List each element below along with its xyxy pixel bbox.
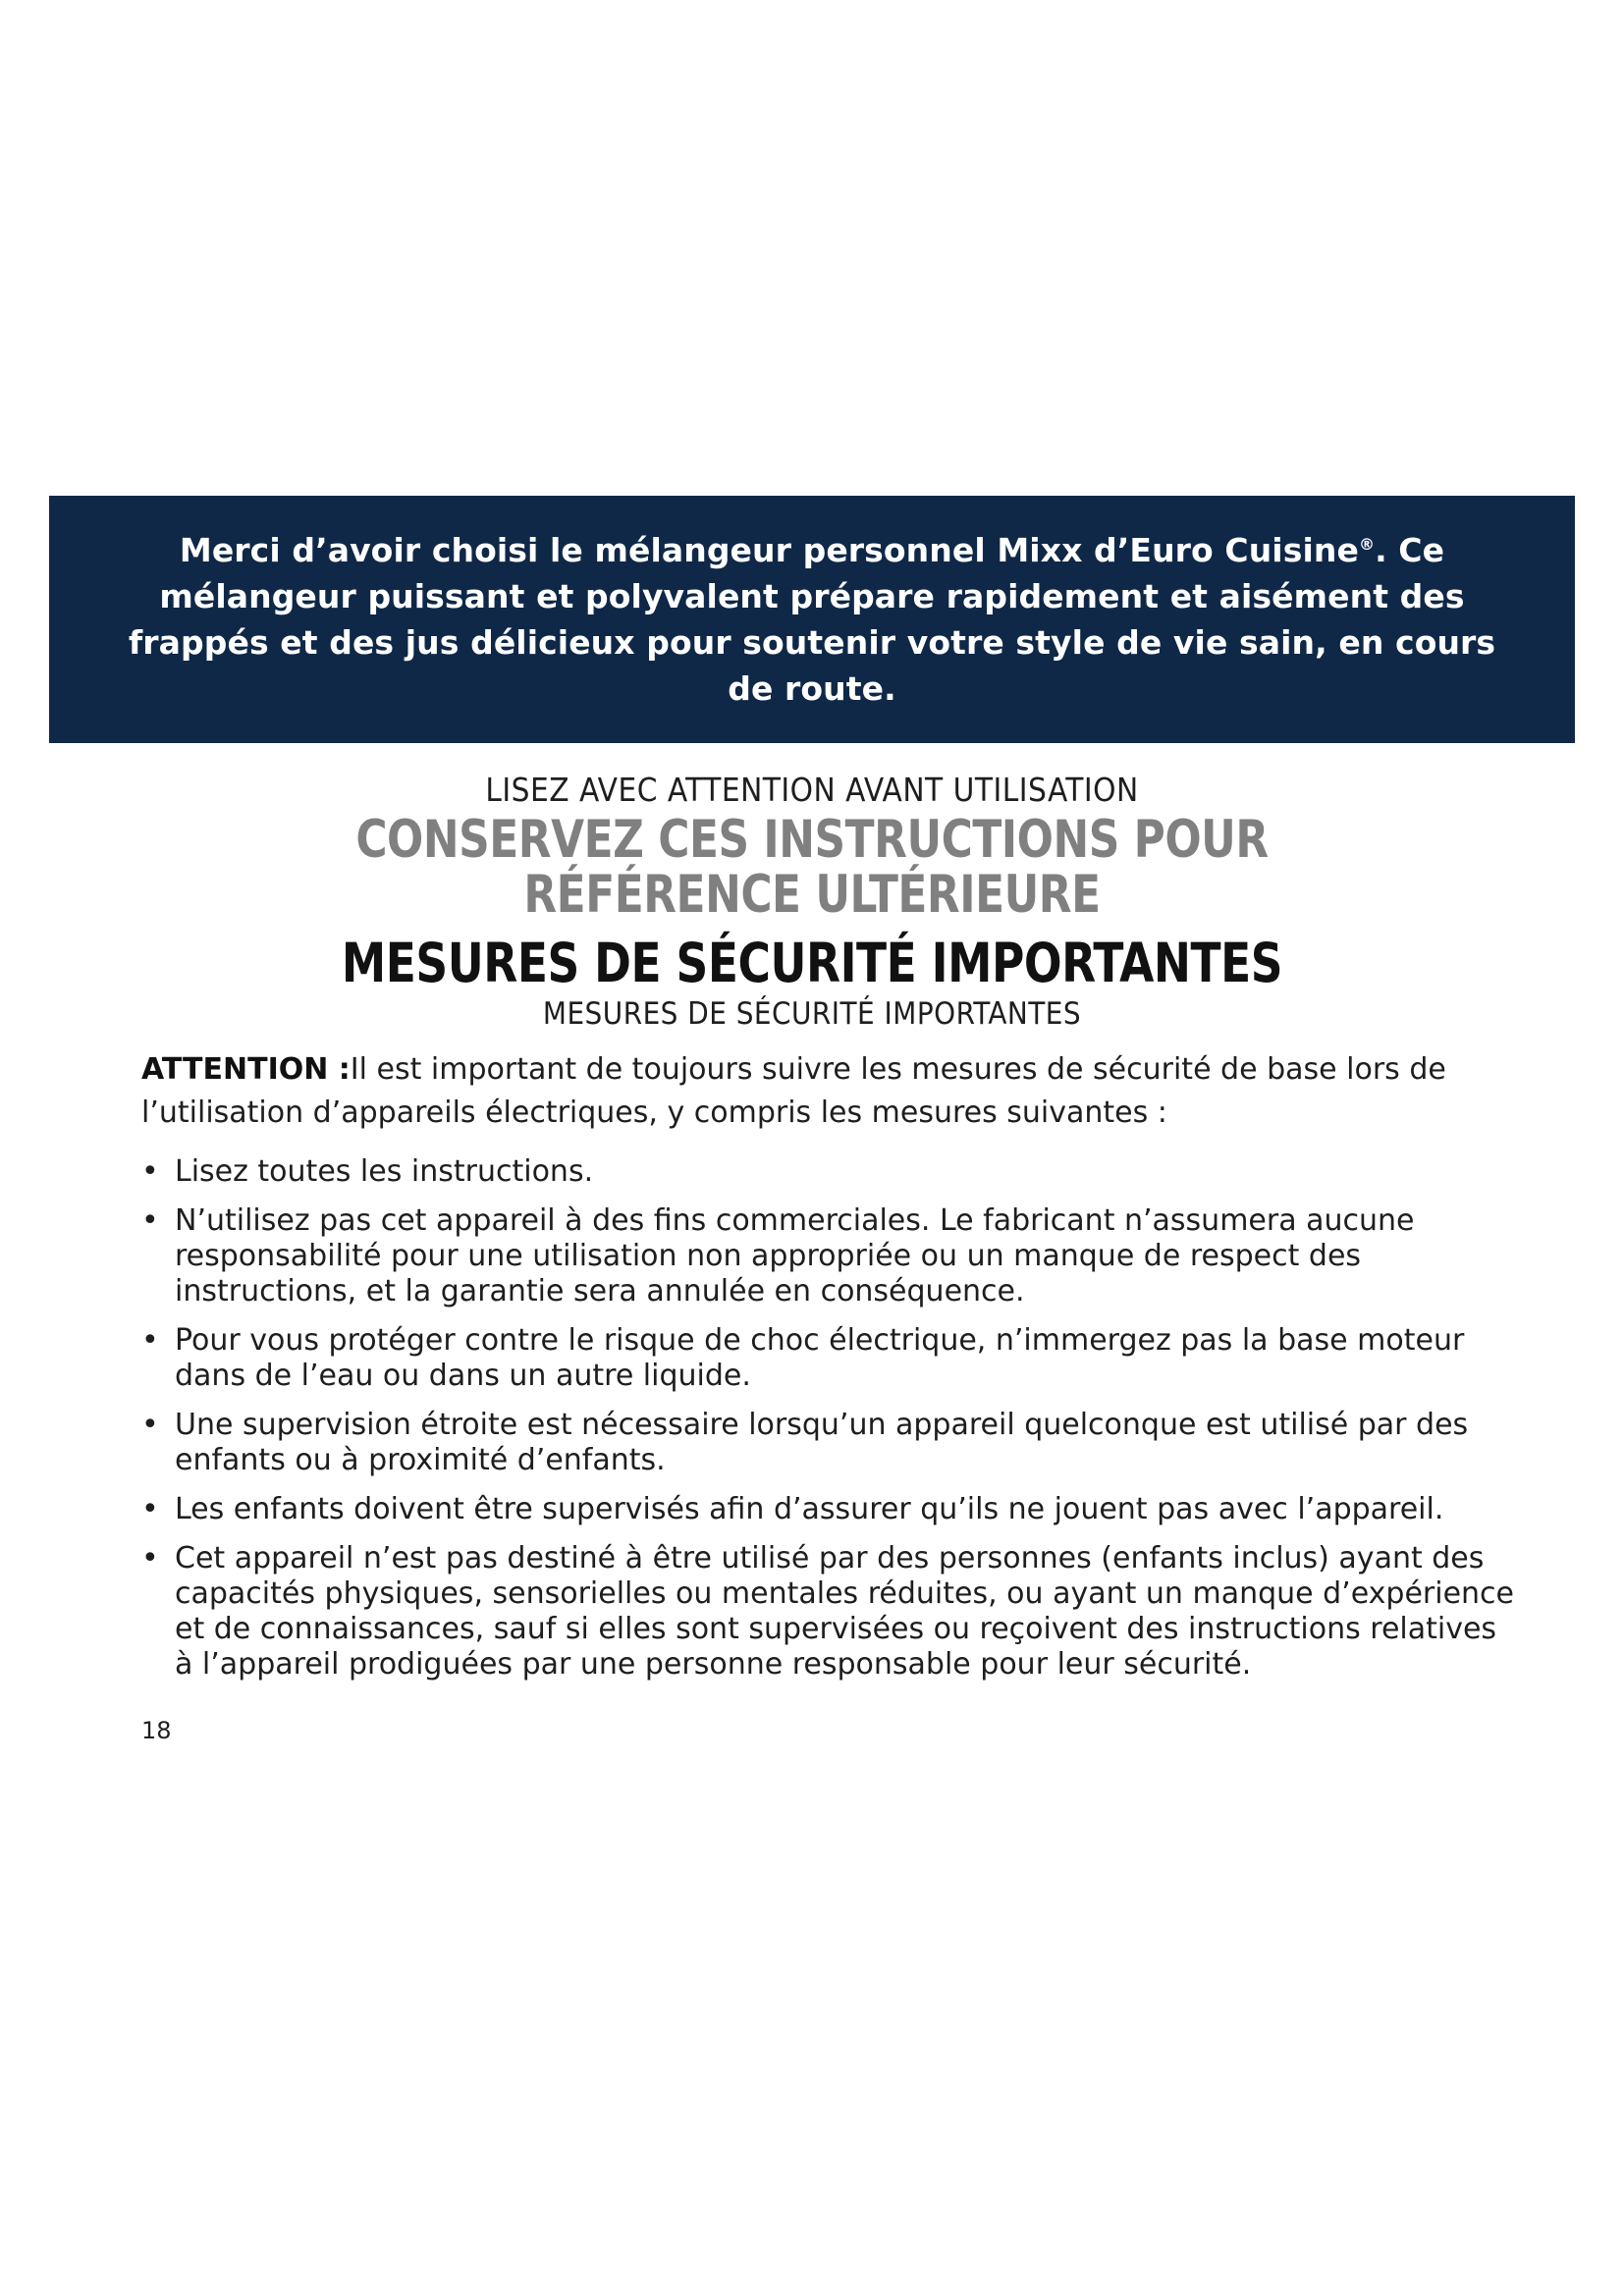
- list-item: [141, 1492, 1516, 1527]
- list-item: [141, 1154, 1516, 1190]
- banner-text-before: Merci d’avoir choisi le mélangeur personnel Mixx d’Euro Cuisine: [179, 531, 1359, 569]
- safety-list: [141, 1154, 1516, 1682]
- bullet-icon: •: [141, 1203, 159, 1238]
- banner-text: [108, 527, 1516, 712]
- list-item: [141, 1408, 1516, 1478]
- list-item: [141, 1323, 1516, 1394]
- safety-subtitle: MESURES DE SÉCURITÉ IMPORTANTES: [542, 996, 1082, 1032]
- list-item-text: Lisez toutes les instructions.: [175, 1154, 594, 1189]
- list-item-text: N’utilisez pas cet appareil à des fins commerciales. Le fabricant n’assumera aucune responsabilité pour une utilisation non appropriée ou un manque de respect des instructions, et la garantie sera annulée en conséquence.: [175, 1203, 1415, 1308]
- bullet-icon: •: [141, 1408, 159, 1442]
- attention-paragraph: [141, 1048, 1516, 1135]
- page-number: 18: [141, 1717, 172, 1744]
- registered-mark: ®: [1358, 535, 1376, 554]
- list-item-text: Cet appareil n’est pas destiné à être utilisé par des personnes (enfants inclus) ayant des capacités physiques, sensorielles ou mentales réduites, ou ayant un manque d’expérience et de connaissances, sauf si elles sont supervisées ou reçoivent des instructions relatives à l’appareil prodiguées par une personne responsable pour leur sécurité.: [175, 1541, 1514, 1682]
- attention-label: ATTENTION :: [141, 1052, 351, 1087]
- heading-block: [0, 768, 1624, 1033]
- banner-text-after: . Ce mélangeur puissant et polyvalent prépare rapidement et aisément des frappés et des jus délicieux pour soutenir votre style de vie sain, en cours de route.: [128, 531, 1496, 708]
- keep-instructions-heading-line1: CONSERVEZ CES INSTRUCTIONS POUR: [355, 810, 1269, 870]
- safety-content: [141, 1048, 1516, 1696]
- keep-instructions-heading-line2: RÉFÉRENCE ULTÉRIEURE: [523, 865, 1101, 925]
- bullet-icon: •: [141, 1323, 159, 1358]
- safety-title: MESURES DE SÉCURITÉ IMPORTANTES: [341, 932, 1283, 994]
- bullet-icon: •: [141, 1541, 159, 1575]
- list-item-text: Pour vous protéger contre le risque de choc électrique, n’immergez pas la base moteur dans de l’eau ou dans un autre liquide.: [175, 1323, 1465, 1393]
- attention-text: Il est important de toujours suivre les mesures de sécurité de base lors de l’utilisation d’appareils électriques, y compris les mesures suivantes :: [141, 1052, 1446, 1130]
- bullet-icon: •: [141, 1154, 159, 1189]
- bullet-icon: •: [141, 1492, 159, 1526]
- list-item-text: Une supervision étroite est nécessaire lorsqu’un appareil quelconque est utilisé par des enfants ou à proximité d’enfants.: [175, 1408, 1469, 1477]
- list-item: [141, 1203, 1516, 1309]
- intro-banner: [49, 496, 1575, 743]
- read-carefully-heading: LISEZ AVEC ATTENTION AVANT UTILISATION: [485, 771, 1139, 809]
- list-item: [141, 1541, 1516, 1682]
- list-item-text: Les enfants doivent être supervisés afin d’assurer qu’ils ne jouent pas avec l’appareil.: [175, 1492, 1444, 1526]
